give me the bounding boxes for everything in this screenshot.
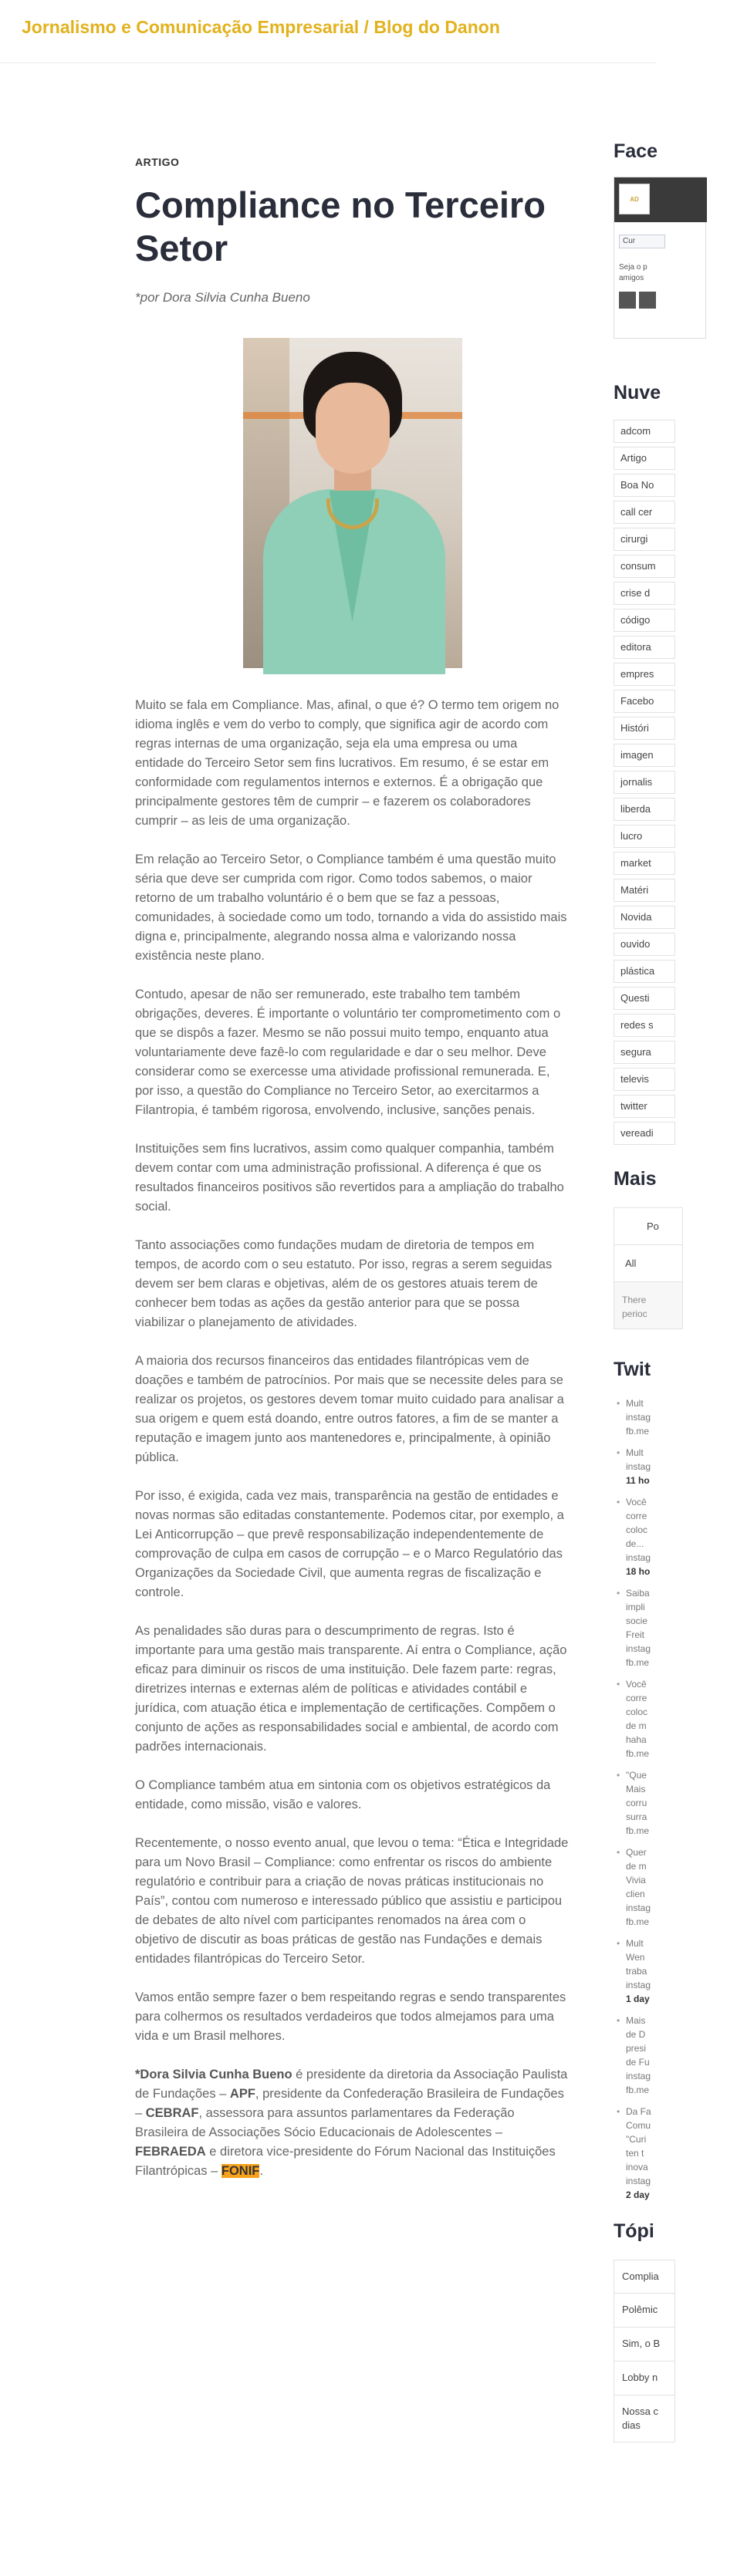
tag-link[interactable]: vereadi [614, 1122, 675, 1145]
friend-avatar[interactable] [619, 292, 636, 309]
paragraph: As penalidades são duras para o descumprimento de regras. Isto é importante para uma gestão mais transparente. Aí entra o Compliance, ação eficaz para diminuir os riscos de uma instituição. Dele fazem parte: regras, diretrizes internas e externas além de políticas e atividades contábil e jurídica, com atuação ética e implementação de certificações. Compõem o conjunto de ações as responsabilidades social e ambiental, de acordo com padrões internacionais. [135, 1624, 567, 1754]
tag-link[interactable]: segura [614, 1041, 675, 1064]
post-title: Compliance no Terceiro Setor [135, 184, 546, 268]
paragraph: Em relação ao Terceiro Setor, o Compliance também é uma questão muito séria que deve ser cumprida com rigor. Como todos sabemos, o maior retorno de um trabalho voluntário é o bem que se faz a pessoas, comunidades, à sociedade como um todo, tornando a vida do assistido mais digna e, principalmente, alegrando nossa alma e valorizando nossa existência neste plano. [135, 852, 567, 963]
tag-link[interactable]: Facebo [614, 690, 675, 713]
article-body [135, 696, 570, 2181]
bio-org-cebraf: CEBRAF [145, 2106, 199, 2120]
topic-link[interactable]: Lobby n [614, 2362, 675, 2395]
tweet-text: Mais de D presi de Fu instag fb.me [626, 2015, 651, 2095]
paragraph: Vamos então sempre fazer o bem respeitando regras e sendo transparentes para colhermos os resultados verdadeiros que todos almejamos para uma vida e um Brasil melhores. [135, 1990, 566, 2043]
bio-text: e diretora vice-presidente do Fórum Nacional das Instituições Filantrópicas – [135, 2145, 556, 2178]
tag-link[interactable]: Questi [614, 987, 675, 1010]
tag-link[interactable]: liberda [614, 798, 675, 821]
tab-all[interactable]: All [614, 1245, 682, 1282]
bio-org-febraeda: FEBRAEDA [135, 2145, 206, 2159]
tweet-item[interactable] [626, 2014, 734, 2097]
tweet-text: Mult instag fb.me [626, 1398, 651, 1437]
twitter-widget-title: Twit [614, 1359, 651, 1380]
site-title-link[interactable]: Jornalismo e Comunicação Empresarial / Blog do Danon [22, 17, 500, 37]
popular-posts-title: Mais [614, 1168, 657, 1190]
tweet-item[interactable] [626, 1586, 734, 1670]
tweet-item[interactable] [626, 1495, 734, 1578]
bio-org-apf: APF [229, 2087, 255, 2101]
topic-list [614, 2260, 737, 2443]
author-photo [243, 338, 462, 668]
tweet-item[interactable] [626, 1768, 734, 1838]
tag-link[interactable]: empres [614, 663, 675, 686]
tweet-item[interactable] [626, 1845, 734, 1929]
tweet-text: Saiba impli socie Freit instag fb.me [626, 1588, 651, 1668]
topic-link[interactable]: Complia [614, 2260, 675, 2294]
bio-text: . [259, 2164, 263, 2178]
tag-link[interactable]: editora [614, 636, 675, 659]
bio-org-fonif: FONIF [221, 2164, 260, 2178]
author-byline: *por Dora Silvia Cunha Bueno [135, 290, 310, 305]
tag-link[interactable]: crise d [614, 582, 675, 605]
tweet-item[interactable] [626, 1677, 734, 1761]
tweet-text: Mult Wen traba instag [626, 1938, 651, 1990]
tweet-text: Você corre coloc de m haha fb.me [626, 1679, 650, 1759]
tag-link[interactable]: Novida [614, 906, 675, 929]
popular-posts-tabs [614, 1207, 683, 1329]
tweet-item[interactable] [626, 1936, 734, 2006]
photo-face [316, 383, 390, 474]
paragraph: A maioria dos recursos financeiros das entidades filantrópicas vem de doações e também de patrocínios. Por mais que se necessite deles para se realizar os projetos, os gestores devem tomar muito cuidado para analisar a sua origem e quem está doando, entre outros fatores, a fim de se manter a reputação e imagem junto aos mantenedores e, principalmente, à opinião pública. [135, 1354, 564, 1464]
paragraph: Por isso, é exigida, cada vez mais, transparência na gestão de entidades e novas normas são editadas constantemente. Podemos citar, por exemplo, a Lei Anticorrupção – que prevê responsabilização independentemente de comprovação de culpa em casos de corrupção – e o Marco Regulatório das Organizações da Sociedade Civil, que aumenta regras de fiscalização e controle. [135, 1489, 564, 1599]
tag-link[interactable]: Históri [614, 717, 675, 740]
author-bio [135, 2065, 570, 2181]
tweet-time[interactable]: 1 day [626, 1994, 650, 2004]
bio-text: é presidente da diretoria da Associação Paulista de Fundações – [135, 2068, 568, 2101]
paragraph: Contudo, apesar de não ser remunerado, este trabalho tem também obrigações, deveres. É importante o voluntário ter comprometimento com o que se dispôs a fazer. Mesmo se não possui muito tempo, enquanto atua voluntariamente deve fazê-lo com regularidade e dar o seu melhor. Deve considerar como se exercesse uma atividade profissional remunerada. E, por isso, a questão do Compliance no Terceiro Setor, ao exercitarmos a Filantropia, é também rigorosa, envolvendo, inclusive, sanções penais. [135, 988, 561, 1117]
tweet-text: Você corre coloc de... instag [626, 1497, 651, 1563]
tag-cloud [614, 420, 737, 1145]
tweet-text: "Que Mais corru surra fb.me [626, 1770, 650, 1836]
category-link[interactable]: ARTIGO [135, 156, 180, 168]
facebook-page-widget[interactable] [614, 177, 706, 339]
tag-link[interactable]: jornalis [614, 771, 675, 794]
tag-link[interactable]: imagen [614, 744, 675, 767]
tweet-item[interactable] [626, 2105, 734, 2202]
paragraph: Recentemente, o nosso evento anual, que levou o tema: “Ética e Integridade para um Novo Brasil – Compliance: como enfrentar os riscos do ambiente regulatório e contribuir para a criação de novas práticas institucionais no País”, contou com numeroso e interessado público que assistiu e participou de debates de alto nível com participantes renomados na área com o objetivo de discutir as boas práticas de gestão nas Fundações e demais entidades filantrópicas do Terceiro Setor. [135, 1836, 569, 1966]
tag-link[interactable]: market [614, 852, 675, 875]
facebook-friends-text: Seja o p amigos [619, 263, 647, 282]
tag-link[interactable]: call cer [614, 501, 675, 524]
topics-widget-title: Tópi [614, 2220, 654, 2242]
paragraph: Instituições sem fins lucrativos, assim como qualquer companhia, também devem contar com uma administração profissional. A diferença é que os resultados financeiros positivos são revertidos para a ampliação do trabalho social. [135, 1142, 564, 1214]
paragraph: O Compliance também atua em sintonia com os objetivos estratégicos da entidade, como missão, visão e valores. [135, 1778, 551, 1811]
facebook-like-button[interactable]: Cur [619, 235, 665, 248]
tag-link[interactable]: consum [614, 555, 675, 578]
tag-link[interactable]: redes s [614, 1014, 675, 1037]
tweet-time[interactable]: 18 ho [626, 1566, 651, 1577]
article [135, 156, 570, 2200]
paragraph: Tanto associações como fundações mudam de diretoria de tempos em tempos, de acordo com o seu estatuto. Por isso, regras a serem seguidas devem ser bem claras e objetivas, além de os gestores atuais terem de conhecer bem todas as ações da gestão anterior para que se possa viabilizar o planejamento de atividades. [135, 1238, 553, 1329]
tag-link[interactable]: twitter [614, 1095, 675, 1118]
tag-link[interactable]: Boa No [614, 474, 675, 497]
popular-posts-note: There perioc [614, 1282, 682, 1329]
bio-name: *Dora Silvia Cunha Bueno [135, 2068, 292, 2081]
friend-avatar[interactable] [639, 292, 656, 309]
tweet-text: Mult instag [626, 1447, 651, 1472]
tag-link[interactable]: plástica [614, 960, 675, 983]
tag-link[interactable]: ouvido [614, 933, 675, 956]
tweet-list [614, 1396, 737, 2202]
tweet-time[interactable]: 11 ho [626, 1475, 650, 1486]
tag-link[interactable]: televis [614, 1068, 675, 1091]
topic-link[interactable]: Sim, o B [614, 2328, 675, 2362]
tag-link[interactable]: adcom [614, 420, 675, 443]
topic-link[interactable]: Nossa c dias [614, 2395, 675, 2443]
tweet-item[interactable] [626, 1446, 734, 1487]
bio-text: , assessora para assuntos parlamentares da Federação Brasileira de Associações Sócio Educacionais de Adolescentes – [135, 2106, 515, 2139]
tag-link[interactable]: código [614, 609, 675, 632]
tweet-text: Quer de m Vivia clien instag fb.me [626, 1847, 651, 1927]
tag-cloud-title: Nuve [614, 382, 661, 403]
tweet-item[interactable] [626, 1396, 734, 1438]
page-logo[interactable]: AD [619, 184, 650, 214]
tab-popular[interactable]: Po [614, 1208, 682, 1245]
tag-link[interactable]: Matéri [614, 879, 675, 902]
tweet-text: Da Fa Comu "Curi ten t inova instag [626, 2106, 651, 2186]
bio-text: , presidente da Confederação Brasileira de Fundações – [135, 2087, 564, 2120]
sidebar [614, 140, 737, 2443]
tag-link[interactable]: cirurgi [614, 528, 675, 551]
facebook-widget-title: Face [614, 140, 658, 162]
paragraph: Muito se fala em Compliance. Mas, afinal, o que é? O termo tem origem no idioma inglês e vem do verbo to comply, que significa agir de acordo com regras internas de uma organização, seja ela uma empresa ou uma entidade do Terceiro Setor sem fins lucrativos. Em resumo, é se estar em conformidade com regulamentos internos e externos. É a obrigação que principalmente gestores têm de cumprir – e fazerem os colaboradores cumprir – as leis de uma organização. [135, 698, 560, 828]
site-header [0, 0, 656, 63]
tweet-time[interactable]: 2 day [626, 2189, 650, 2200]
topic-link[interactable]: Polêmic [614, 2294, 675, 2328]
tag-link[interactable]: Artigo [614, 447, 675, 470]
tag-link[interactable]: lucro [614, 825, 675, 848]
